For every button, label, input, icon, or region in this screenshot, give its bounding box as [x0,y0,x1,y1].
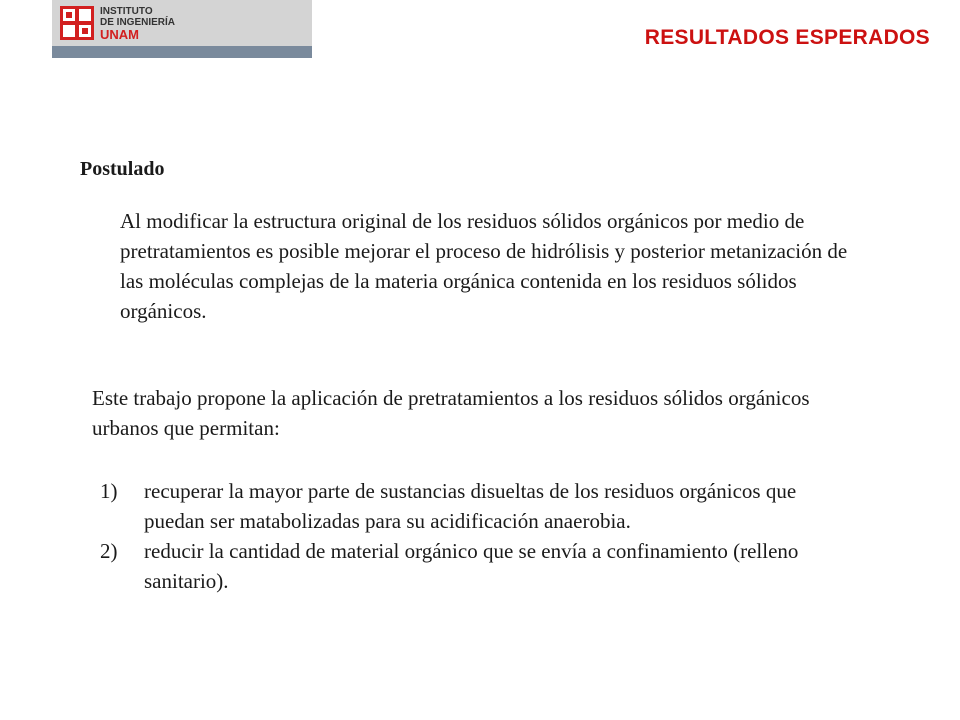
list-item [100,476,860,536]
list-item-text: reducir la cantidad de material orgánico que se envía a confinamiento (relleno sanitario). [144,539,799,593]
list-item-text: recuperar la mayor parte de sustancias disueltas de los residuos orgánicos que puedan ser matabolizadas para su acidificación anaerobia. [144,479,797,533]
section-heading: Postulado [80,158,165,180]
logo-line-1: INSTITUTO [100,6,153,17]
list-item [100,536,860,596]
objectives-list [100,476,860,596]
list-item-number: 2) [100,539,118,563]
logo-line-3: UNAM [100,27,139,42]
institute-logo-icon [60,6,94,40]
slide-title: RESULTADOS ESPERADOS [644,26,930,49]
intro-paragraph: Este trabajo propone la aplicación de pretratamientos a los residuos sólidos orgánicos urbanos que permitan: [92,386,810,440]
logo-band-stripe [52,46,312,58]
logo-line-2: DE INGENIERÍA [100,17,176,28]
logo-text [100,6,175,42]
postulate-paragraph: Al modificar la estructura original de los residuos sólidos orgánicos por medio de pretratamientos es posible mejorar el proceso de hidrólisis y posterior metanización de las moléculas complejas de la materia orgánica contenida en los residuos sólidos orgánicos. [120,209,848,323]
list-item-number: 1) [100,479,118,503]
